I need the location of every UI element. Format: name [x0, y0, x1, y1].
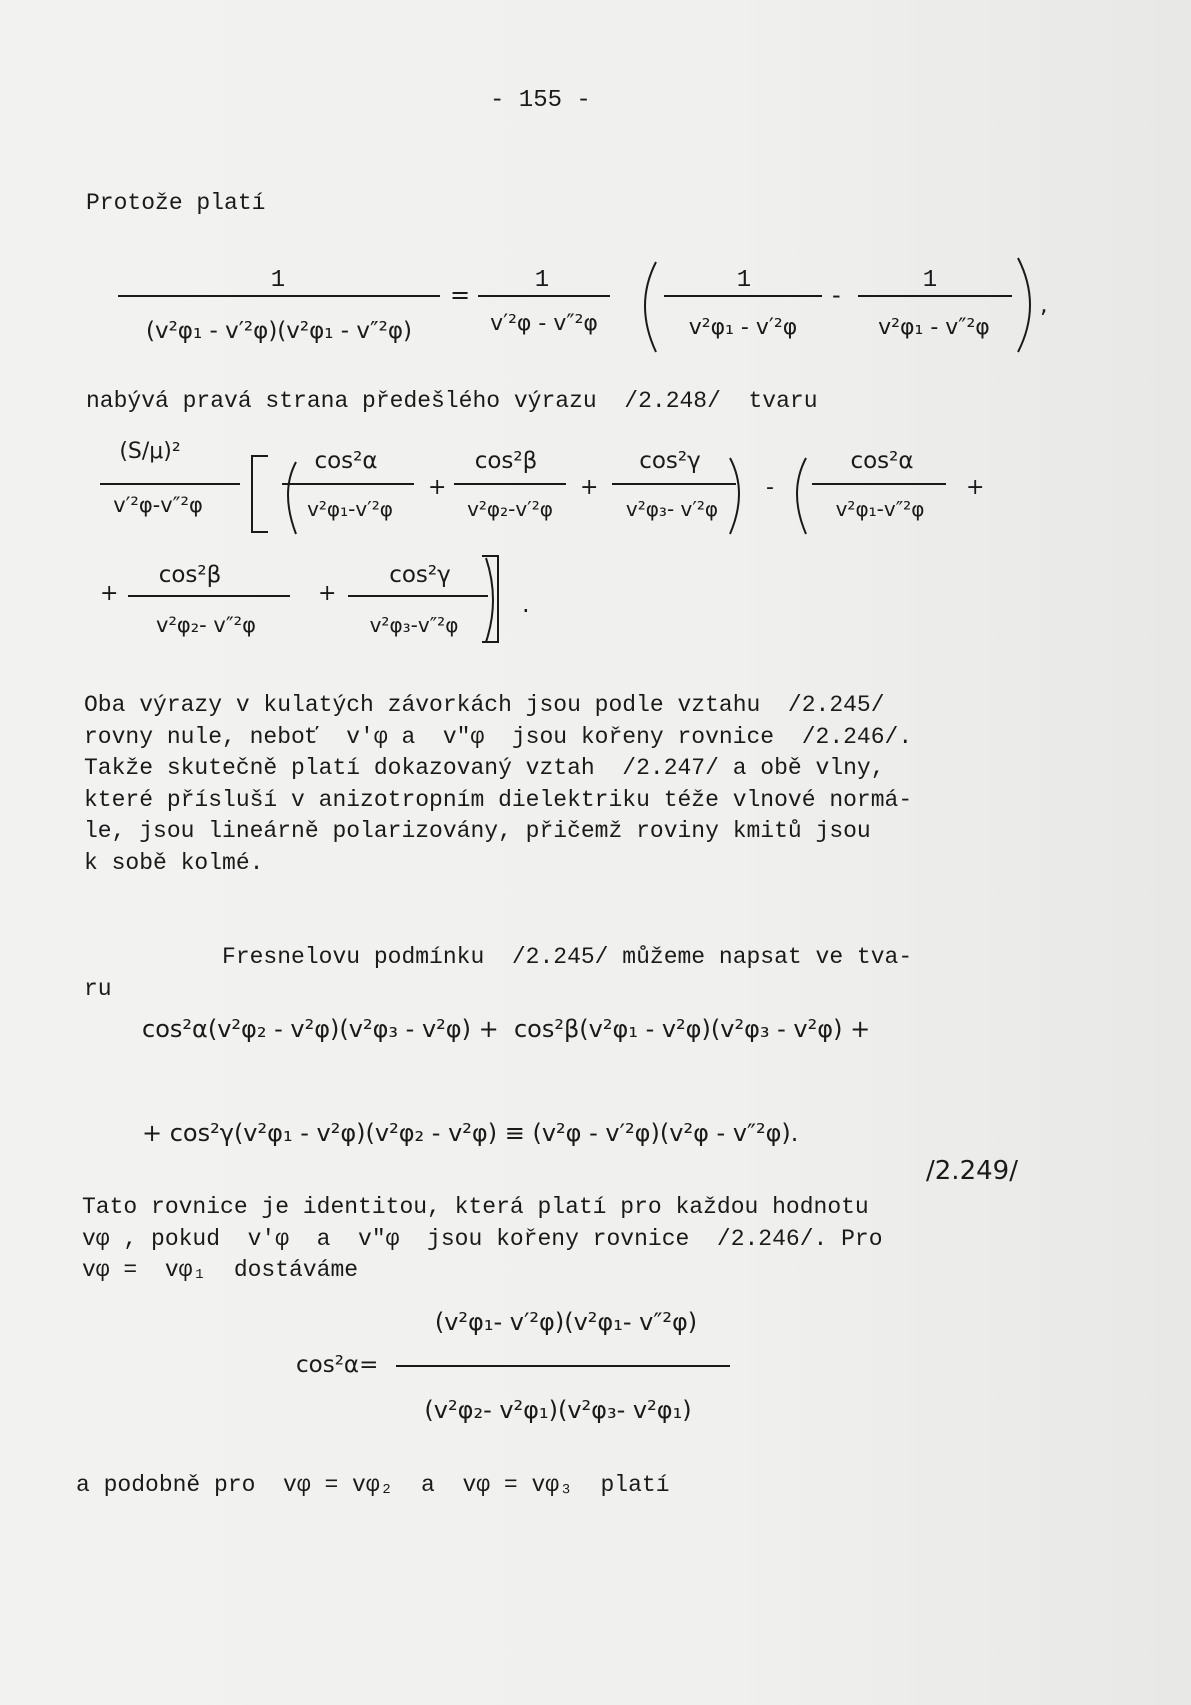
svg-text:,: , — [1040, 290, 1048, 318]
svg-text:-: - — [766, 475, 774, 500]
text-line: vφ , pokud v′φ a v″φ jsou kořeny rovnice /2.246/. Pro — [82, 1225, 883, 1252]
eq2-cos-alpha-2: cos²α — [850, 448, 914, 474]
paragraph-kulate-zavorky — [84, 690, 912, 879]
svg-text:+: + — [966, 475, 985, 500]
eq2-den-3-dprime: v²φ₃-v″²φ — [369, 613, 459, 637]
eq1-term2-denominator: v²φ₁ - v″²φ — [878, 315, 990, 340]
eq2-prefactor-denominator: v′²φ-v″²φ — [113, 493, 203, 517]
text-line: Fresnelovu podmínku /2.245/ můžeme napsat ve tva- — [84, 944, 913, 970]
eq2-prefactor-numerator: (S/μ)² — [119, 439, 181, 464]
eq2-den-3-prime: v²φ₃- v′²φ — [625, 497, 719, 521]
eq2-den-1-prime: v²φ₁-v′²φ — [307, 497, 393, 521]
eq1-factor-numerator: 1 — [534, 267, 550, 294]
eq2-den-1-dprime: v²φ₁-v″²φ — [835, 497, 925, 521]
svg-text:-: - — [832, 281, 841, 309]
text-line: Oba výrazy v kulatých závorkách jsou podle vztahu /2.245/ — [84, 692, 885, 718]
eq2-cos-alpha-1: cos²α — [314, 448, 378, 474]
eq-fresnel-line2: + cos²γ(v²φ₁ - v²φ)(v²φ₂ - v²φ) ≡ (v²φ - v′²φ)(v²φ - v″²φ). — [142, 1119, 799, 1147]
eq2-den-2-prime: v²φ₂-v′²φ — [467, 497, 553, 521]
eq4-denominator: (v²φ₂- v²φ₁)(v²φ₃- v²φ₁) — [424, 1396, 692, 1424]
eq1-term1-numerator: 1 — [736, 267, 752, 294]
eq4-lhs: cos²α= — [296, 1352, 379, 1378]
closing-text: a podobně pro vφ = vφ₂ a vφ = vφ₃ platí — [76, 1472, 670, 1498]
text-line: k sobě kolmé. — [84, 849, 264, 876]
text-line: rovny nule, neboť v′φ a v″φ jsou kořeny rovnice /2.246/. — [84, 723, 913, 750]
eq-fresnel-line1: cos²α(v²φ₂ - v²φ)(v²φ₃ - v²φ) + cos²β(v²φ₁ - v²φ)(v²φ₃ - v²φ) + — [142, 1015, 871, 1043]
svg-text:+: + — [428, 475, 447, 500]
eq1-lhs-numerator: 1 — [270, 267, 286, 294]
eq1-lhs-denominator: (v²φ₁ - v′²φ)(v²φ₁ - v″²φ) — [145, 318, 413, 344]
text-line: vφ = vφ₁ dostáváme — [82, 1257, 359, 1283]
eq2-cos-beta-2: cos²β — [158, 562, 222, 588]
paragraph-identita — [82, 1192, 883, 1287]
eq1-term1-denominator: v²φ₁ - v′²φ — [688, 315, 798, 340]
intro-text: Protože platí — [86, 190, 266, 216]
svg-text:.: . — [522, 590, 530, 618]
svg-text:+: + — [100, 581, 119, 606]
eq2-cos-gamma-2: cos²γ — [389, 562, 451, 588]
page-number: - 155 - — [490, 87, 591, 114]
svg-text:+: + — [318, 581, 337, 606]
sentence-tvaru: nabývá pravá strana předešlého výrazu /2.248/ tvaru — [86, 388, 818, 414]
eq1-term2-numerator: 1 — [922, 267, 938, 294]
text-line: Tato rovnice je identitou, která platí pro každou hodnotu — [82, 1194, 869, 1220]
paragraph-fresnel — [84, 942, 912, 1005]
equation-number: /2.249/ — [926, 1156, 1018, 1186]
svg-text:=: = — [450, 281, 471, 309]
eq4-numerator: (v²φ₁- v′²φ)(v²φ₁- v″²φ) — [434, 1308, 698, 1336]
text-line: Takže skutečně platí dokazovaný vztah /2.247/ a obě vlny, — [84, 755, 885, 781]
text-line: které přísluší v anizotropním dielektriku téže vlnové normá- — [84, 786, 913, 813]
text-line: le, jsou lineárně polarizovány, přičemž roviny kmitů jsou — [84, 818, 871, 844]
text-line: ru — [84, 975, 112, 1002]
eq2-cos-gamma-1: cos²γ — [639, 448, 701, 474]
svg-text:+: + — [580, 475, 599, 500]
eq1-factor-denominator: v′²φ - v″²φ — [490, 311, 598, 336]
eq2-cos-beta-1: cos²β — [474, 448, 538, 474]
eq2-den-2-dprime: v²φ₂- v″²φ — [156, 613, 256, 637]
